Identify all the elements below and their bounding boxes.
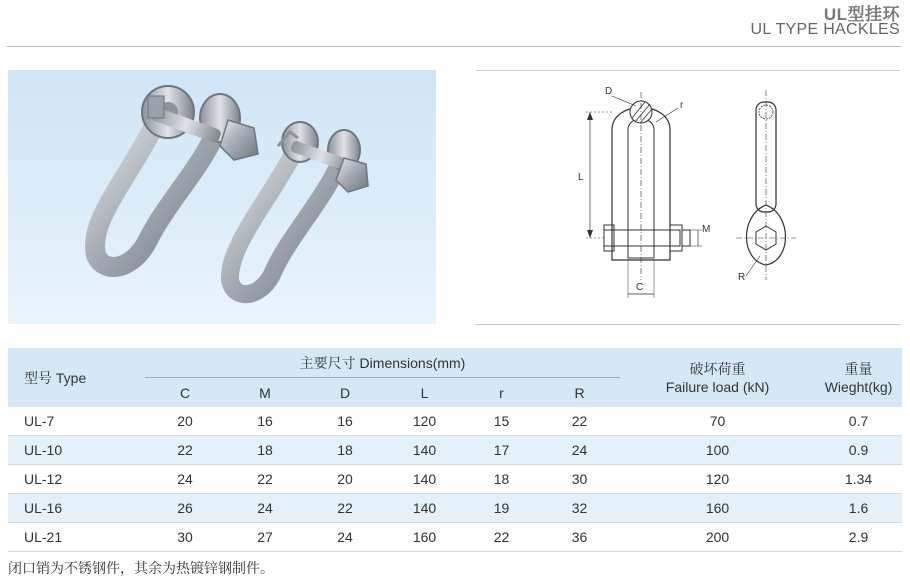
cell-r: 18 — [464, 465, 539, 494]
cell-C: 30 — [145, 523, 225, 552]
cell-load: 70 — [620, 407, 815, 436]
cell-D: 16 — [305, 407, 385, 436]
hackle-illustration — [8, 70, 436, 324]
table-row — [8, 436, 902, 465]
cell-M: 22 — [225, 465, 305, 494]
footnote: 闭口销为不锈钢件，其余为热镀锌钢制件。 — [8, 560, 274, 576]
label-L: L — [578, 172, 584, 183]
cell-R: 32 — [539, 494, 620, 523]
technical-drawing — [560, 80, 820, 302]
cell-type: UL-7 — [8, 407, 145, 436]
cell-r: 19 — [464, 494, 539, 523]
cell-type: UL-21 — [8, 523, 145, 552]
header-divider — [7, 46, 901, 47]
cell-R: 22 — [539, 407, 620, 436]
cell-D: 20 — [305, 465, 385, 494]
label-r: r — [680, 100, 684, 111]
cell-weight: 0.9 — [815, 436, 902, 465]
cell-weight: 1.6 — [815, 494, 902, 523]
cell-r: 22 — [464, 523, 539, 552]
cell-R: 24 — [539, 436, 620, 465]
cell-r: 15 — [464, 407, 539, 436]
cell-C: 24 — [145, 465, 225, 494]
label-M: M — [702, 224, 711, 235]
cell-C: 26 — [145, 494, 225, 523]
cell-weight: 0.7 — [815, 407, 902, 436]
header-weight — [815, 348, 902, 407]
cell-D: 24 — [305, 523, 385, 552]
cell-R: 36 — [539, 523, 620, 552]
specification-table — [8, 348, 902, 552]
cell-C: 22 — [145, 436, 225, 465]
table-row — [8, 494, 902, 523]
header-col-C: C — [145, 378, 225, 408]
label-R: R — [738, 272, 746, 283]
cell-type: UL-10 — [8, 436, 145, 465]
page-title-en: UL TYPE HACKLES — [750, 21, 900, 38]
diagram-top-rule — [476, 70, 900, 71]
cell-L: 140 — [385, 494, 464, 523]
cell-type: UL-12 — [8, 465, 145, 494]
label-C: C — [636, 282, 644, 293]
cell-r: 17 — [464, 436, 539, 465]
header-weight-cn: 重量 — [844, 360, 873, 377]
cell-L: 140 — [385, 465, 464, 494]
dimension-drawing — [560, 80, 820, 302]
diagram-bottom-rule — [476, 324, 900, 325]
table-row — [8, 523, 902, 552]
header-model: 型号 Type — [8, 348, 145, 407]
page-title-cn: UL型挂环 — [823, 5, 900, 24]
cell-M: 16 — [225, 407, 305, 436]
cell-M: 24 — [225, 494, 305, 523]
cell-D: 18 — [305, 436, 385, 465]
header-weight-en: Wieght(kg) — [824, 378, 893, 395]
cell-L: 160 — [385, 523, 464, 552]
table-row — [8, 465, 902, 494]
header-failure-load-cn: 破坏荷重 — [689, 360, 746, 377]
cell-M: 27 — [225, 523, 305, 552]
cell-L: 140 — [385, 436, 464, 465]
cell-L: 120 — [385, 407, 464, 436]
header-col-R: R — [539, 378, 620, 408]
header-col-M: M — [225, 378, 305, 408]
cell-load: 100 — [620, 436, 815, 465]
header-col-L: L — [385, 378, 464, 408]
cell-weight: 2.9 — [815, 523, 902, 552]
label-D: D — [605, 86, 613, 97]
header-failure-load — [620, 348, 815, 407]
cell-load: 120 — [620, 465, 815, 494]
cell-M: 18 — [225, 436, 305, 465]
cell-R: 30 — [539, 465, 620, 494]
cell-C: 20 — [145, 407, 225, 436]
header-failure-load-en: Failure load (kN) — [665, 378, 770, 395]
table-row — [8, 407, 902, 436]
cell-load: 160 — [620, 494, 815, 523]
header-dimensions: 主要尺寸 Dimensions(mm) — [145, 348, 620, 378]
cell-weight: 1.34 — [815, 465, 902, 494]
product-photo — [8, 70, 436, 324]
table-header-row — [8, 348, 902, 378]
cell-type: UL-16 — [8, 494, 145, 523]
cell-load: 200 — [620, 523, 815, 552]
header-col-r: r — [464, 378, 539, 408]
cell-D: 22 — [305, 494, 385, 523]
header-col-D: D — [305, 378, 385, 408]
